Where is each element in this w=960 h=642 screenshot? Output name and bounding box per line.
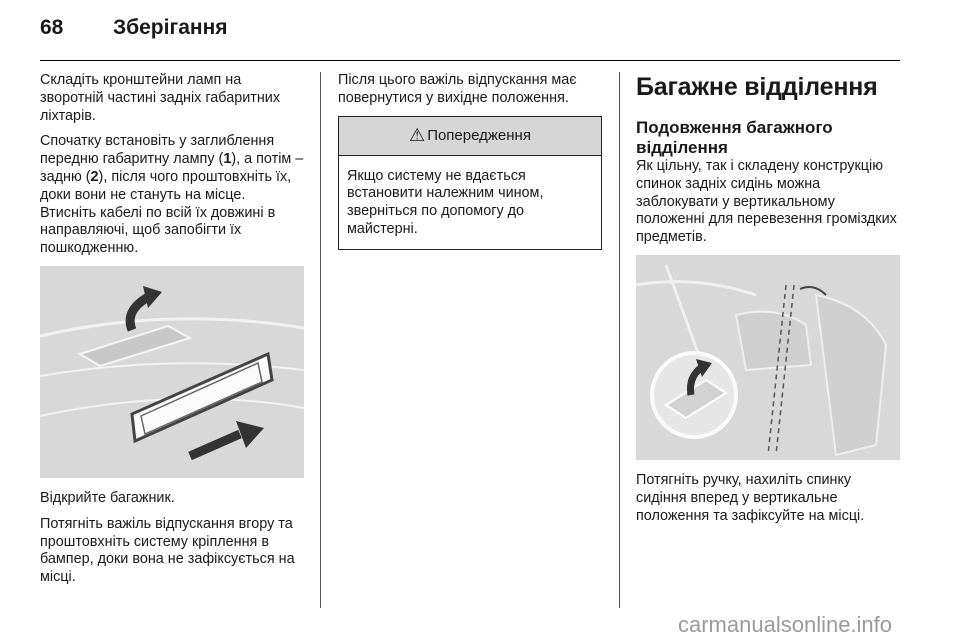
bumper-illustration [40,266,304,478]
paragraph: Як цільну, так і складену конструкцію спинок задніх сидінь можна заблокувати у вертикальному положенні для перевезення громіздких предметів. [636,158,897,246]
text-run: Спочатку встановіть у заглиблення передню габаритну лампу ( [40,133,275,168]
column-divider [320,72,321,608]
paragraph: Відкрийте багажник. [40,489,175,506]
column-2 [338,72,602,250]
paragraph: Потягніть ручку, нахиліть спинку сидіння вперед у вертикальне положення та зафіксуйте на місці. [636,471,865,524]
section-title: Зберігання [113,16,228,39]
paragraph [40,133,304,258]
text-run: ), а потім – задню ( [40,151,304,185]
warning-box [338,116,602,250]
paragraph: Після цього важіль відпускання має повернутися у вихідне положення. [338,72,577,106]
callout-number: 1 [223,151,232,168]
column-3 [636,72,900,533]
warning-body: Якщо систему не вдається встановити належним чином, зверніться по допомогу до майстерні. [347,167,544,237]
rear-seat-illustration [636,255,900,460]
paragraph: Складіть кронштейни ламп на зворотній частині задніх габаритних ліхтарів. [40,72,281,124]
paragraph: Потягніть важіль відпускання вгору та проштовхніть систему кріплення в бампер, доки вона не зафіксується на місці. [40,515,295,586]
warning-title: Попередження [427,126,531,144]
subheading: Подовження багажного відділення [636,118,833,157]
page-number: 68 [40,16,64,39]
heading: Багажне відділення [636,73,878,101]
column-1 [40,72,304,595]
warning-header [339,117,601,156]
rear-seat-drawing [636,255,900,460]
header-rule [40,60,900,61]
text-run: ), після чого проштовхніть їх, доки вони не стануть на місце. Втисніть кабелі по всій їх довжині в направляючі, щоб запобігти їх пошкодженню. [40,168,292,257]
warning-icon: ⚠ [409,124,426,145]
column-divider [619,72,620,608]
callout-number: 2 [90,168,99,185]
watermark: carmanualsonline.info [678,612,893,637]
bumper-drawing [40,266,304,478]
